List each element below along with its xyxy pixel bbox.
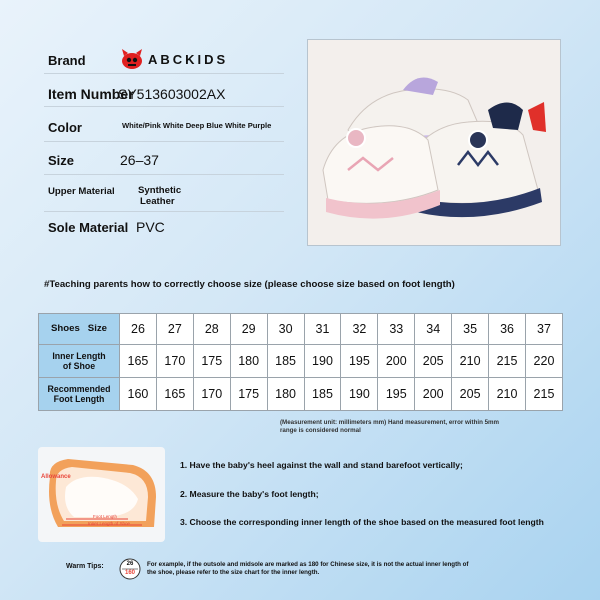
- inner-length-cell: 185: [267, 345, 304, 378]
- recommended-cell: 185: [304, 378, 341, 411]
- warm-tips-text: For example, if the outsole and midsole are marked as 180 for Chinese size, it is not the actual inner length of the shoe, please refer to the size chart for the inner length.: [147, 561, 469, 576]
- badge-bottom: 160: [124, 570, 135, 576]
- size-cell: 28: [193, 314, 230, 345]
- foot-measure-icon: [38, 447, 165, 542]
- recommended-cell: 175: [230, 378, 267, 411]
- badge-top: 26: [126, 561, 134, 567]
- recommended-cell: 195: [378, 378, 415, 411]
- spec-row-color: [44, 113, 284, 142]
- brand-logo: [120, 48, 228, 70]
- recommended-cell: 200: [415, 378, 452, 411]
- size-cell: 26: [120, 314, 157, 345]
- upper-value-line2: Leather: [140, 196, 175, 207]
- inner-length-cell: 165: [120, 345, 157, 378]
- inner-length-cell: 220: [525, 345, 562, 378]
- spec-row-size: [44, 148, 284, 175]
- step-2: 2. Measure the baby's foot length;: [180, 489, 319, 499]
- step-1: 1. Have the baby's heel against the wall and stand barefoot vertically;: [180, 460, 463, 470]
- color-value: White/Pink White Deep Blue White Purple: [122, 121, 272, 130]
- size-badge-icon: [119, 558, 141, 580]
- inner-length-cell: 170: [156, 345, 193, 378]
- foot-length-label: Foot Length: [93, 514, 118, 519]
- inner-length-cell: 175: [193, 345, 230, 378]
- size-cell: 31: [304, 314, 341, 345]
- size-value: 26–37: [120, 152, 159, 168]
- table-row-inner-length: [39, 345, 563, 378]
- inner-length-cell: 195: [341, 345, 378, 378]
- size-cell: 29: [230, 314, 267, 345]
- row-label-rec-a: Recommended: [47, 384, 111, 394]
- monster-logo-icon: [120, 48, 144, 70]
- brand-name: ABCKIDS: [148, 51, 229, 67]
- size-label: Size: [48, 153, 75, 168]
- recommended-cell: 170: [193, 378, 230, 411]
- upper-value-line1: Synthetic: [138, 185, 182, 196]
- row-label-shoe-size-a: Shoes: [51, 323, 80, 334]
- size-cell: 32: [341, 314, 378, 345]
- sole-value: PVC: [136, 219, 165, 235]
- upper-label: Upper Material: [48, 186, 115, 197]
- item-value: SY513603002AX: [118, 86, 226, 102]
- inner-length-cell: 200: [378, 345, 415, 378]
- recommended-cell: 165: [156, 378, 193, 411]
- inner-length-cell: 180: [230, 345, 267, 378]
- inner-length-cell: 215: [489, 345, 526, 378]
- spec-row-sole: [44, 216, 284, 240]
- inner-length-cell: 190: [304, 345, 341, 378]
- row-label-inner-b: of Shoe: [62, 361, 96, 371]
- brand-label: Brand: [48, 53, 86, 68]
- size-cell: 35: [452, 314, 489, 345]
- foot-diagram: [38, 447, 165, 542]
- product-photo: [307, 39, 561, 246]
- recommended-cell: 205: [452, 378, 489, 411]
- row-label-rec-b: Foot Length: [53, 394, 105, 404]
- step-3: 3. Choose the corresponding inner length of the shoe based on the measured foot length: [180, 517, 544, 527]
- measurement-note: (Measurement unit: millimeters mm) Hand measurement, error within 5mm range is considered normal: [280, 419, 500, 434]
- recommended-cell: 160: [120, 378, 157, 411]
- size-cell: 33: [378, 314, 415, 345]
- inner-length-cell: 205: [415, 345, 452, 378]
- inner-length-label: Inner Length of Shoe: [88, 521, 131, 526]
- recommended-cell: 215: [525, 378, 562, 411]
- sole-label: Sole Material: [48, 220, 129, 235]
- table-row-recommended: [39, 378, 563, 411]
- row-label-inner-a: Inner Length: [52, 351, 106, 361]
- recommended-cell: 210: [489, 378, 526, 411]
- spec-row-item: [44, 80, 284, 107]
- row-label-recommended: [39, 378, 120, 411]
- size-table: [38, 313, 563, 411]
- item-label: Item Number: [48, 86, 134, 102]
- sneakers-illustration: [308, 40, 560, 245]
- recommended-cell: 180: [267, 378, 304, 411]
- table-row-size: [39, 314, 563, 345]
- size-cell: 34: [415, 314, 452, 345]
- spec-row-upper: [44, 181, 284, 212]
- size-cell: 30: [267, 314, 304, 345]
- color-label: Color: [48, 120, 82, 135]
- row-label-shoe-size: [39, 314, 120, 345]
- size-cell: 37: [525, 314, 562, 345]
- size-cell: 36: [489, 314, 526, 345]
- recommended-cell: 190: [341, 378, 378, 411]
- warm-tips-label: Warm Tips:: [66, 563, 104, 570]
- allowance-label: Allowance: [41, 474, 71, 480]
- inner-length-cell: 210: [452, 345, 489, 378]
- teaching-title: #Teaching parents how to correctly choose size (please choose size based on foot length): [44, 279, 455, 290]
- row-label-inner-length: [39, 345, 120, 378]
- row-label-shoe-size-b: Size: [87, 323, 107, 334]
- size-cell: 27: [156, 314, 193, 345]
